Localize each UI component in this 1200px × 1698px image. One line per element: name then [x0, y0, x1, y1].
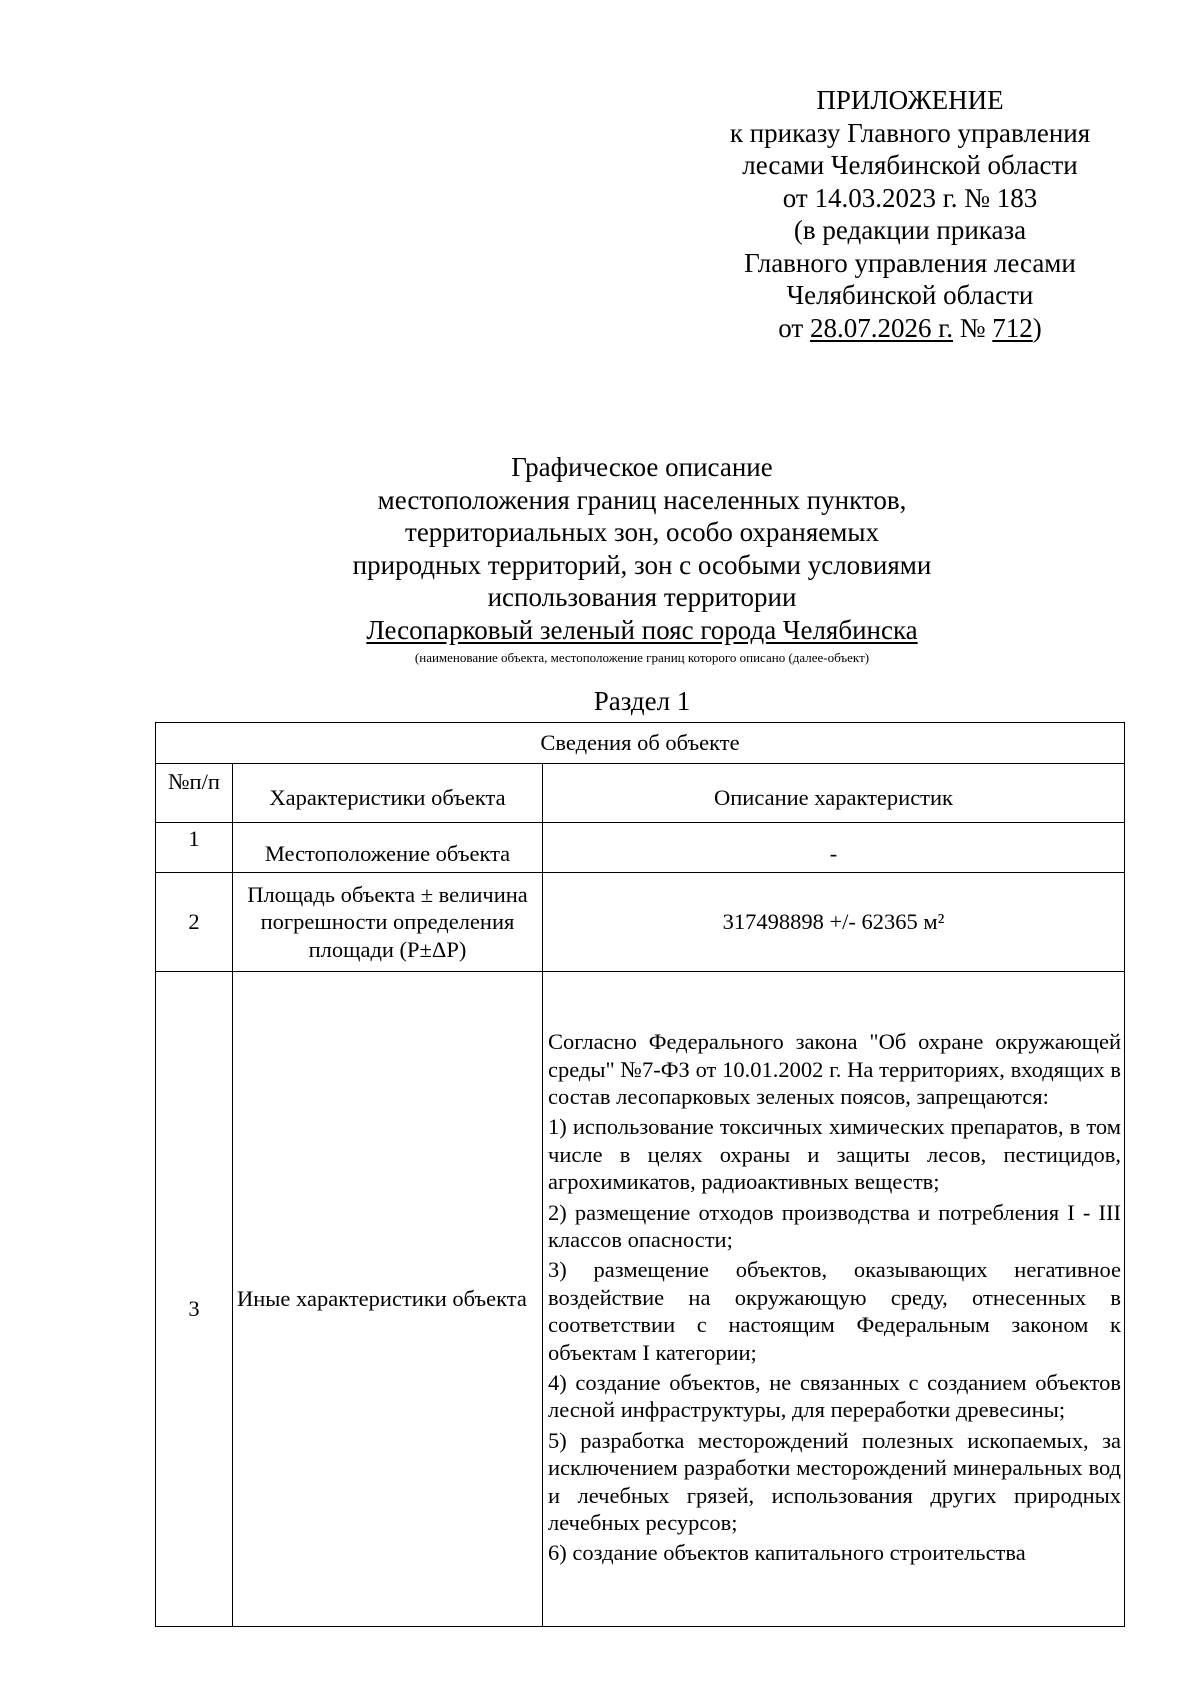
row-num: 1	[156, 823, 233, 873]
amendment-prefix: от	[778, 312, 810, 343]
appendix-original-order: от 14.03.2023 г. № 183	[782, 182, 1038, 213]
description-paragraph: 4) создание объектов, не связанных с созданием объектов лесной инфраструктуры, для переработки древесины;	[548, 1370, 1121, 1423]
appendix-amendment-line	[680, 312, 1140, 345]
appendix-line: лесами Челябинской области	[742, 150, 1078, 180]
title-line: природных территорий, зон с особыми условиями	[352, 549, 932, 580]
section-title: Раздел 1	[593, 686, 691, 716]
object-info-table	[155, 722, 1125, 1627]
title-line: использования территории	[487, 582, 797, 612]
table-caption: Сведения об объекте	[156, 723, 1125, 764]
row-num: 3	[156, 972, 233, 1627]
row-value: 317498898 +/- 62365 м²	[543, 873, 1125, 972]
row-characteristic: Иные характеристики объекта	[233, 972, 543, 1627]
description-paragraph: 1) использование токсичных химических препаратов, в том числе в целях охраны и защиты лесов, пестицидов, агрохимикатов, радиоактивных веществ;	[548, 1114, 1121, 1195]
object-name: Лесопарковый зеленый пояс города Челябинска	[366, 615, 918, 645]
appendix-line: Главного управления лесами	[744, 247, 1076, 278]
table-row	[156, 873, 1125, 972]
amendment-suffix: )	[1032, 312, 1042, 343]
amendment-number: 712	[992, 312, 1033, 343]
description-paragraph: 6) создание объектов капитального строительства	[548, 1540, 1026, 1566]
appendix-line: к приказу Главного управления	[729, 117, 1091, 148]
row-description	[543, 972, 1125, 1627]
object-name-note: (наименование объекта, местоположение границ которого описано (далее-объект)	[414, 650, 870, 665]
document-title	[0, 451, 1200, 614]
table-header-row	[156, 764, 1125, 823]
description-paragraph: 5) разработка месторождений полезных ископаемых, за исключением разработки месторождений минеральных вод и лечебных грязей, использования других природных лечебных ресурсов;	[548, 1427, 1121, 1536]
table-row	[156, 823, 1125, 873]
title-line: Графическое описание	[511, 452, 773, 482]
header-characteristics: Характеристики объекта	[233, 764, 543, 823]
header-num: №п/п	[156, 764, 233, 823]
description-paragraph: Согласно Федерального закона "Об охране окружающей среды" №7-ФЗ от 10.01.2002 г. На территориях, входящих в состав лесопарковых зеленых поясов, запрещаются:	[548, 1029, 1121, 1109]
appendix-line: Челябинской области	[786, 280, 1034, 310]
table-caption-row	[156, 723, 1125, 764]
title-line: местоположения границ населенных пунктов,	[377, 484, 907, 515]
header-description: Описание характеристик	[543, 764, 1125, 823]
description-paragraph: 2) размещение отходов производства и потребления I - III классов опасности;	[548, 1199, 1121, 1252]
row-characteristic: Местоположение объекта	[233, 823, 543, 873]
appendix-line: (в редакции приказа	[793, 215, 1027, 245]
title-line: территориальных зон, особо охраняемых	[405, 517, 879, 547]
table-row	[156, 972, 1125, 1627]
amendment-date: 28.07.2026 г.	[809, 312, 953, 343]
appendix-header	[680, 84, 1140, 344]
row-characteristic: Площадь объекта ± величина погрешности определения площади (P±ΔP)	[233, 873, 543, 972]
description-paragraph: 3) размещение объектов, оказывающих негативное воздействие на окружающую среду, отнесенных в соответствии с настоящим Федеральным законом к объектам I категории;	[548, 1257, 1121, 1365]
row-value: -	[543, 823, 1125, 873]
appendix-title: ПРИЛОЖЕНИЕ	[816, 85, 1004, 115]
amendment-number-sign: №	[952, 312, 993, 343]
row-num: 2	[156, 873, 233, 972]
